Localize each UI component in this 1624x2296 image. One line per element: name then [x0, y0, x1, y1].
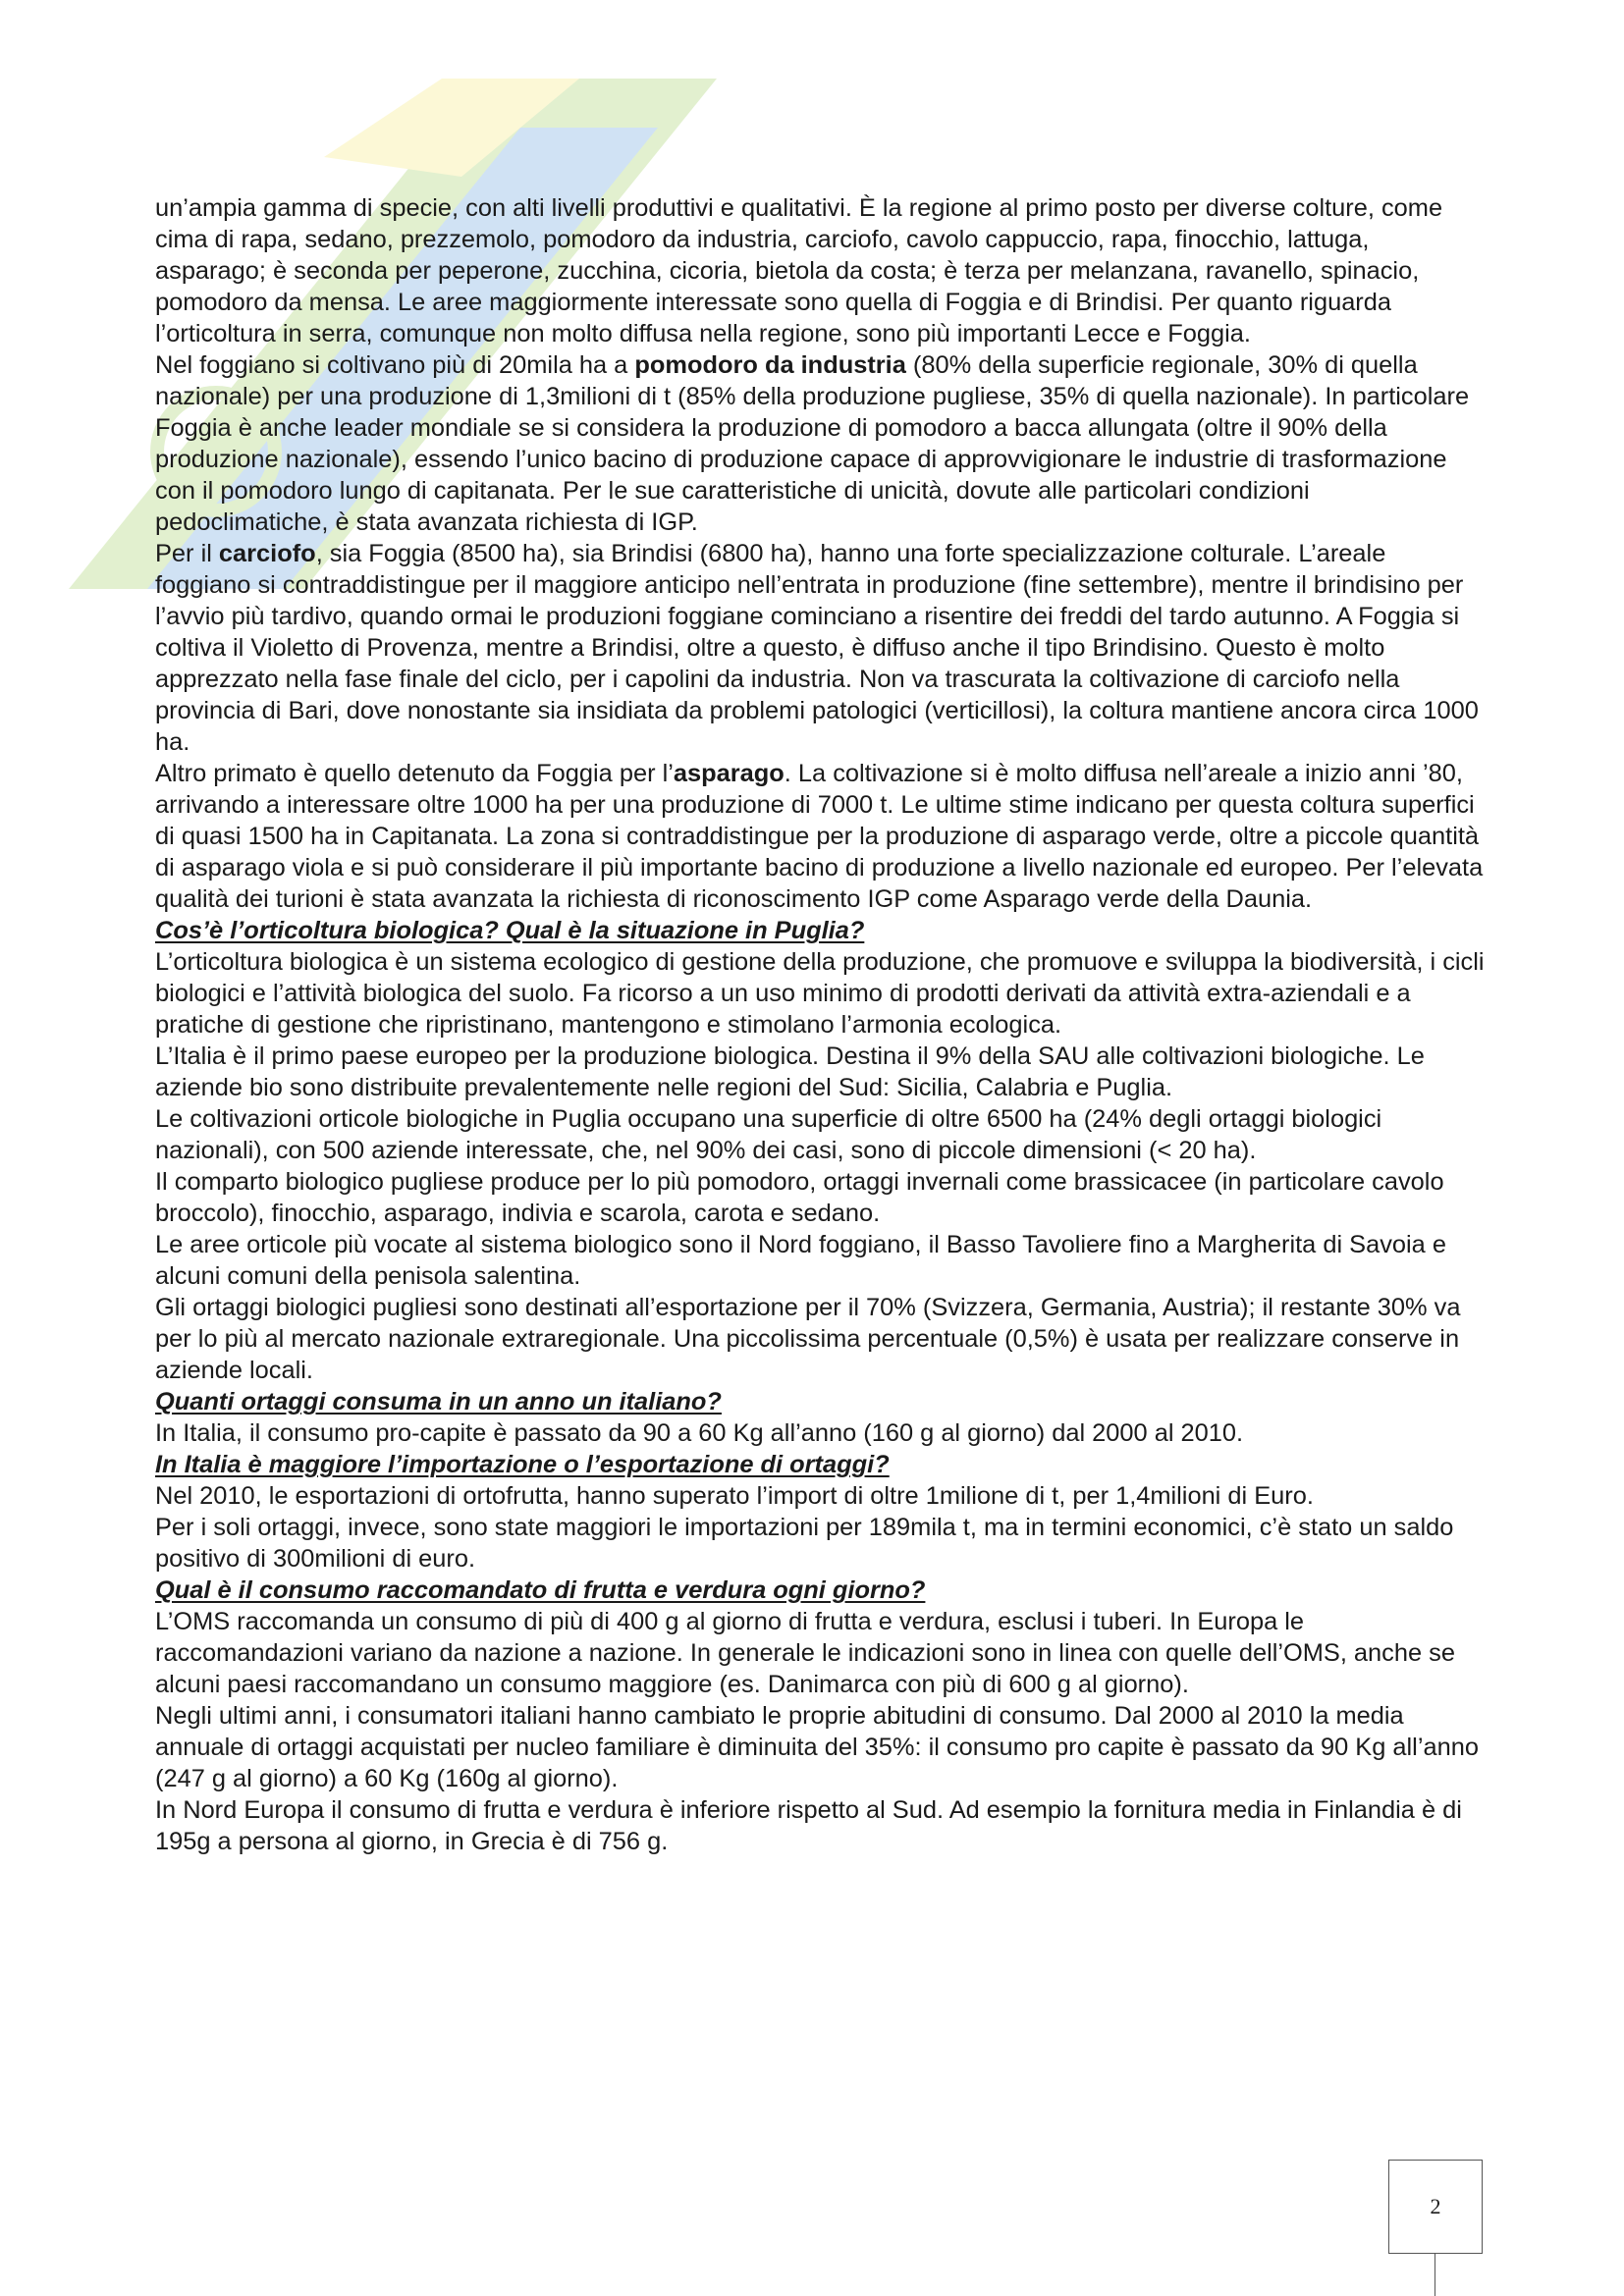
bold-term: pomodoro da industria	[634, 351, 906, 379]
text-run: (80% della superficie regionale, 30% di quella nazionale) per una produzione di 1,3milioni di t (85% della produzione pugliese, 35% di quella nazionale). In particolare Foggia è anche leader mondiale se si considera la produzione di pomodoro a bacca allungata (oltre il 90% della produzione nazionale), essendo l’unico bacino di produzione capace di approvvigionare le industrie di trasformazione con il pomodoro lungo di capitanata. Per le sue caratteristiche di unicità, dovute alle particolari condizioni pedoclimatiche, è stata avanzata richiesta di IGP.	[155, 351, 1470, 536]
paragraph: L’Italia è il primo paese europeo per la produzione biologica. Destina il 9% della SAU alle coltivazioni biologiche. Le aziende bio sono distribuite prevalentemente nelle regioni del Sud: Sicilia, Calabria e Puglia.	[155, 1042, 1425, 1101]
text-run: , sia Foggia (8500 ha), sia Brindisi (6800 ha), hanno una forte specializzazione colturale. L’areale foggiano si contraddistingue per il maggiore anticipo nell’entrata in produzione (fine settembre), mentre il brindisino per l’avvio più tardivo, quando ormai le produzioni foggiane cominciano a risentire dei freddi del tardo autunno. A Foggia si coltiva il Violetto di Provenza, mentre a Brindisi, oltre a questo, è diffuso anche il tipo Brindisino. Questo è molto apprezzato nella fase finale del ciclo, per i capolini da industria. Non va trascurata la coltivazione di carciofo nella provincia di Bari, dove nonostante sia insidiata da problemi patologici (verticillosi), la coltura mantiene ancora circa 1000 ha.	[155, 540, 1479, 756]
paragraph: In Italia, il consumo pro-capite è passato da 90 a 60 Kg all’anno (160 g al giorno) dal 2000 al 2010.	[155, 1419, 1244, 1447]
section-heading: Quanti ortaggi consuma in un anno un italiano?	[155, 1388, 722, 1415]
paragraph: In Nord Europa il consumo di frutta e verdura è inferiore rispetto al Sud. Ad esempio la fornitura media in Finlandia è di 195g a persona al giorno, in Grecia è di 756 g.	[155, 1796, 1462, 1855]
paragraph: Le aree orticole più vocate al sistema biologico sono il Nord foggiano, il Basso Tavoliere fino a Margherita di Savoia e alcuni comuni della penisola salentina.	[155, 1231, 1446, 1290]
paragraph: Le coltivazioni orticole biologiche in Puglia occupano una superficie di oltre 6500 ha (24% degli ortaggi biologici nazionali), con 500 aziende interessate, che, nel 90% dei casi, sono di piccole dimensioni (< 20 ha).	[155, 1105, 1382, 1164]
text-run: Per il	[155, 540, 219, 567]
text-run: Altro primato è quello detenuto da Foggia per l’	[155, 760, 674, 787]
paragraph: un’ampia gamma di specie, con alti livelli produttivi e qualitativi. È la regione al primo posto per diverse colture, come cima di rapa, sedano, prezzemolo, pomodoro da industria, carciofo, cavolo cappuccio, rapa, finocchio, lattuga, asparago; è seconda per peperone, zucchina, cicoria, bietola da costa; è terza per melanzana, ravanello, spinacio, pomodoro da mensa. Le aree maggiormente interessate sono quella di Foggia e di Brindisi. Per quanto riguarda l’orticoltura in serra, comunque non molto diffusa nella regione, sono più importanti Lecce e Foggia.	[155, 194, 1443, 347]
paragraph: L’OMS raccomanda un consumo di più di 400 g al giorno di frutta e verdura, esclusi i tuberi. In Europa le raccomandazioni variano da nazione a nazione. In generale le indicazioni sono in linea con quelle dell’OMS, anche se alcuni paesi raccomandano un consumo maggiore (es. Danimarca con più di 600 g al giorno).	[155, 1608, 1455, 1698]
paragraph-asparagus	[155, 758, 1486, 915]
paragraph: Nel 2010, le esportazioni di ortofrutta, hanno superato l’import di oltre 1milione di t, per 1,4milioni di Euro.	[155, 1482, 1314, 1510]
paragraph: Per i soli ortaggi, invece, sono state maggiori le importazioni per 189mila t, ma in termini economici, c’è stato un saldo positivo di 300milioni di euro.	[155, 1514, 1454, 1573]
text-run: Nel foggiano si coltivano più di 20mila ha a	[155, 351, 635, 379]
text-run: . La coltivazione si è molto diffusa nell’areale a inizio anni ’80, arrivando a interessare oltre 1000 ha per una produzione di 7000 t. Le ultime stime indicano per questa coltura superfici di quasi 1500 ha in Capitanata. La zona si contraddistingue per la produzione di asparago verde, oltre a piccole quantità di asparago viola e si può considerare il più importante bacino di produzione a livello nazionale ed europeo. Per l’elevata qualità dei turioni è stata avanzata la richiesta di riconoscimento IGP come Asparago verde della Daunia.	[155, 760, 1484, 913]
page-number-label: 2	[1430, 2194, 1441, 2218]
paragraph: Il comparto biologico pugliese produce per lo più pomodoro, ortaggi invernali come brassicacee (in particolare cavolo broccolo), finocchio, asparago, indivia e scarola, carota e sedano.	[155, 1168, 1444, 1227]
section-heading: In Italia è maggiore l’importazione o l’esportazione di ortaggi?	[155, 1451, 890, 1478]
paragraph: Gli ortaggi biologici pugliesi sono destinati all’esportazione per il 70% (Svizzera, Germania, Austria); il restante 30% va per lo più al mercato nazionale extraregionale. Una piccolissima percentuale (0,5%) è usata per realizzare conserve in aziende locali.	[155, 1294, 1461, 1384]
section-heading: Cos’è l’orticoltura biologica? Qual è la situazione in Puglia?	[155, 917, 865, 944]
paragraph-artichoke	[155, 538, 1486, 758]
bold-term: asparago	[673, 760, 785, 787]
section-heading: Qual è il consumo raccomandato di frutta e verdura ogni giorno?	[155, 1576, 926, 1604]
page-content	[155, 192, 1486, 1857]
paragraph-tomato	[155, 349, 1486, 538]
paragraph: Negli ultimi anni, i consumatori italiani hanno cambiato le proprie abitudini di consumo. Dal 2000 al 2010 la media annuale di ortaggi acquistati per nucleo familiare è diminuita del 35%: il consumo pro capite è passato da 90 Kg all’anno (247 g al giorno) a 60 Kg (160g al giorno).	[155, 1702, 1479, 1792]
paragraph: L’orticoltura biologica è un sistema ecologico di gestione della produzione, che promuove e sviluppa la biodiversità, i cicli biologici e l’attività biologica del suolo. Fa ricorso a un uso minimo di prodotti derivati da attività extra-aziendali e a pratiche di gestione che ripristinano, mantengono e stimolano l’armonia ecologica.	[155, 948, 1485, 1039]
bold-term: carciofo	[218, 540, 316, 567]
page-number	[1388, 2160, 1483, 2254]
